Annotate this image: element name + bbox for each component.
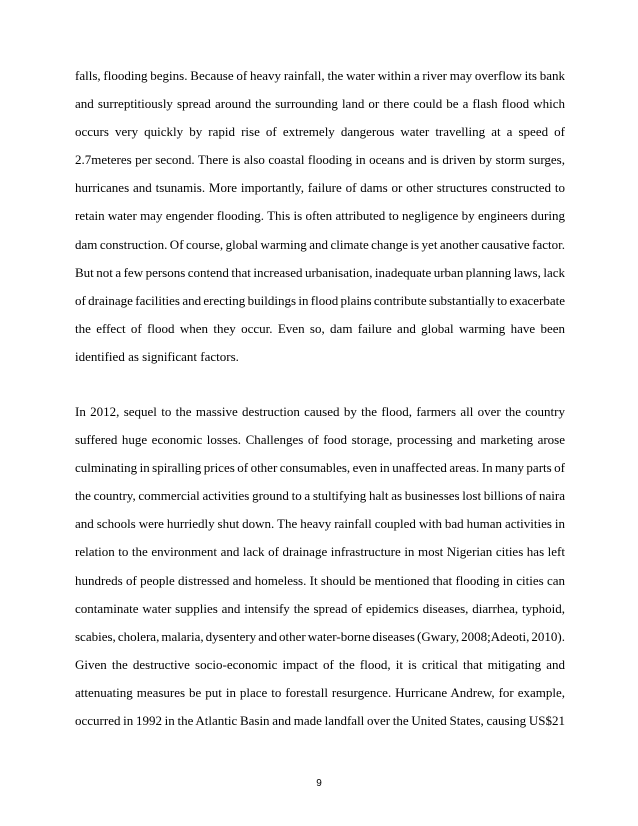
text-line: relation to the environment and lack of drainage infrastructure in most Nigerian cities has left: [75, 544, 565, 560]
text-line: attenuating measures be put in place to forestall resurgence. Hurricane Andrew, for example,: [75, 684, 565, 700]
text-line: of drainage facilities and erecting buildings in flood plains contribute substantially to exacerbate: [75, 292, 565, 308]
text-line: the country, commercial activities ground to a stultifying halt as businesses lost billions of naira: [75, 488, 565, 504]
paragraph-2: [75, 404, 565, 741]
text-line: culminating in spiralling prices of other consumables, even in unaffected areas. In many parts of: [75, 460, 565, 476]
text-line: 2.7meteres per second. There is also coastal flooding in oceans and is driven by storm surges,: [75, 152, 565, 168]
text-line: occurred in 1992 in the Atlantic Basin and made landfall over the United States, causing US$21: [75, 713, 565, 729]
text-line: retain water may engender flooding. This is often attributed to negligence by engineers during: [75, 208, 565, 224]
text-line: occurs very quickly by rapid rise of extremely dangerous water travelling at a speed of: [75, 124, 565, 140]
text-line: contaminate water supplies and intensify the spread of epidemics diseases, diarrhea, typhoid,: [75, 600, 565, 616]
text-line: scabies, cholera, malaria, dysentery and other water-borne diseases (Gwary, 2008;Adeoti, 2010).: [75, 628, 565, 644]
text-line: dam construction. Of course, global warming and climate change is yet another causative factor.: [75, 236, 565, 252]
text-line: falls, flooding begins. Because of heavy rainfall, the water within a river may overflow its bank: [75, 68, 565, 83]
text-line: suffered huge economic losses. Challenges of food storage, processing and marketing arose: [75, 432, 565, 448]
text-line: But not a few persons contend that increased urbanisation, inadequate urban planning laws, lack: [75, 264, 565, 280]
text-line: identified as significant factors.: [75, 348, 239, 364]
page-number: 9: [316, 778, 322, 789]
text-line: and surreptitiously spread around the surrounding land or there could be a flash flood which: [75, 96, 565, 112]
text-line: hurricanes and tsunamis. More importantly, failure of dams or other structures constructed to: [75, 180, 565, 196]
text-line: In 2012, sequel to the massive destruction caused by the flood, farmers all over the country: [75, 404, 565, 419]
text-line: hundreds of people distressed and homeless. It should be mentioned that flooding in cities can: [75, 572, 565, 588]
text-line: Given the destructive socio-economic impact of the flood, it is critical that mitigating and: [75, 656, 565, 672]
text-line: the effect of flood when they occur. Even so, dam failure and global warming have been: [75, 320, 565, 336]
text-line: and schools were hurriedly shut down. The heavy rainfall coupled with bad human activities in: [75, 516, 565, 532]
paragraph-1: [75, 68, 565, 377]
